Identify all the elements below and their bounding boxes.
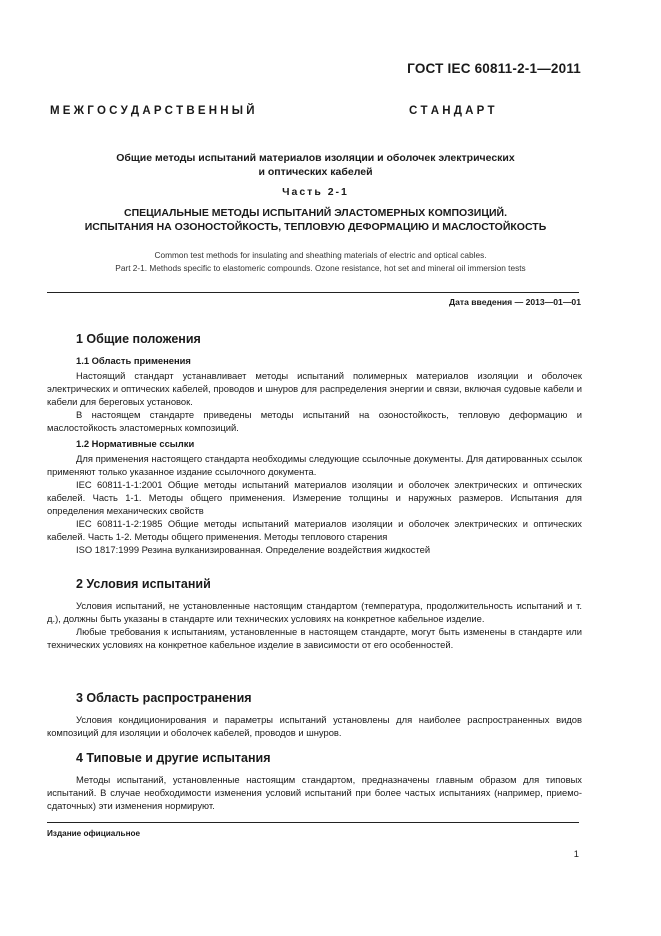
paragraph: Для применения настоящего стандарта необходимы следующие ссылочные документы. Для датированных ссылок применяют только указанное издание ссылочного документа.	[47, 453, 582, 477]
english-title	[40, 249, 601, 275]
section-1	[47, 333, 582, 556]
paragraph: Настоящий стандарт устанавливает методы испытаний полимерных материалов изоляции и оболочек электрических и оптических кабелей, проводов и шнуров для распределения энергии и связи, включая судовые кабели и кабели для береговых установок.	[47, 370, 582, 407]
paragraph: В настоящем стандарте приведены методы испытаний на озоностойкость, тепловую деформацию и маслостойкость эластомерных композиций.	[47, 409, 582, 433]
subsection-heading: 1.1 Область применения	[76, 355, 191, 366]
standard-code: ГОСТ IEC 60811-2-1—2011	[407, 61, 581, 76]
russian-title-line-1: Общие методы испытаний материалов изоляции и оболочек электрических	[116, 152, 515, 164]
main-title	[60, 206, 571, 234]
part-label: Часть 2-1	[282, 186, 349, 198]
section-heading: 2 Условия испытаний	[76, 577, 211, 591]
banner-word-interstate: М Е Ж Г О С У Д А Р С Т В Е Н Н Ы Й	[50, 105, 255, 117]
main-title-line-1: СПЕЦИАЛЬНЫЕ МЕТОДЫ ИСПЫТАНИЙ ЭЛАСТОМЕРНЫХ КОМПОЗИЦИЙ.	[123, 207, 508, 219]
reference-item: ISO 1817:1999 Резина вулканизированная. Определение воздействия жидкостей	[76, 544, 431, 555]
bottom-divider	[47, 822, 579, 823]
section-2	[47, 578, 582, 651]
paragraph: Условия кондиционирования и параметры испытаний установлены для наиболее распространенных видов композиций для изоляции и оболочек кабелей, проводов и шнуров.	[47, 714, 582, 738]
main-title-line-2: ИСПЫТАНИЯ НА ОЗОНОСТОЙКОСТЬ, ТЕПЛОВУЮ ДЕФОРМАЦИЮ И МАСЛОСТОЙКОСТЬ	[84, 221, 547, 233]
section-heading: 4 Типовые и другие испытания	[76, 751, 271, 765]
intro-date: Дата введения — 2013—01—01	[448, 297, 581, 307]
russian-title-line-2: и оптических кабелей	[258, 166, 373, 178]
section-3	[47, 692, 582, 739]
english-title-line-2: Part 2-1. Methods specific to elastomeric compounds. Ozone resistance, hot set and mineral oil immersion tests	[115, 263, 526, 273]
english-title-line-1: Common test methods for insulating and sheathing materials of electric and optical cables.	[154, 250, 487, 260]
top-divider	[47, 292, 579, 293]
section-4	[47, 752, 582, 812]
section-heading: 1 Общие положения	[76, 332, 201, 346]
page-number: 1	[573, 848, 579, 859]
standard-type-banner	[50, 105, 579, 117]
reference-item: IEC 60811-1-1:2001 Общие методы испытаний материалов изоляции и оболочек электрических и оптических кабелей. Часть 1-1. Методы общего применения. Измерение толщины и наружных размеров. Испытания для определения механических свойств	[47, 479, 582, 516]
subsection-heading: 1.2 Нормативные ссылки	[76, 438, 195, 449]
banner-word-standard: С Т А Н Д А Р Т	[409, 105, 495, 117]
paragraph: Методы испытаний, установленные настоящим стандартом, предназначены главным образом для типовых испытаний. В случае необходимости изменения условий испытаний при более частых испытаниях (например, приемо-сдаточных) эти изменения нормируют.	[47, 774, 582, 811]
paragraph: Любые требования к испытаниям, установленные в настоящем стандарте, могут быть изменены в стандарте или технических условиях на конкретное кабельное изделие в зависимости от его особенностей.	[47, 626, 582, 650]
section-heading: 3 Область распространения	[76, 691, 252, 705]
russian-title	[60, 151, 571, 179]
paragraph: Условия испытаний, не установленные настоящим стандартом (температура, продолжительность испытаний и т. д.), должны быть указаны в стандарте или технических условиях на конкретное кабельное изделие.	[47, 600, 582, 624]
edition-label: Издание официальное	[47, 829, 141, 838]
reference-item: IEC 60811-1-2:1985 Общие методы испытаний материалов изоляции и оболочек электрических и оптических кабелей. Часть 1-2. Методы общего применения. Методы теплового старения	[47, 518, 582, 542]
